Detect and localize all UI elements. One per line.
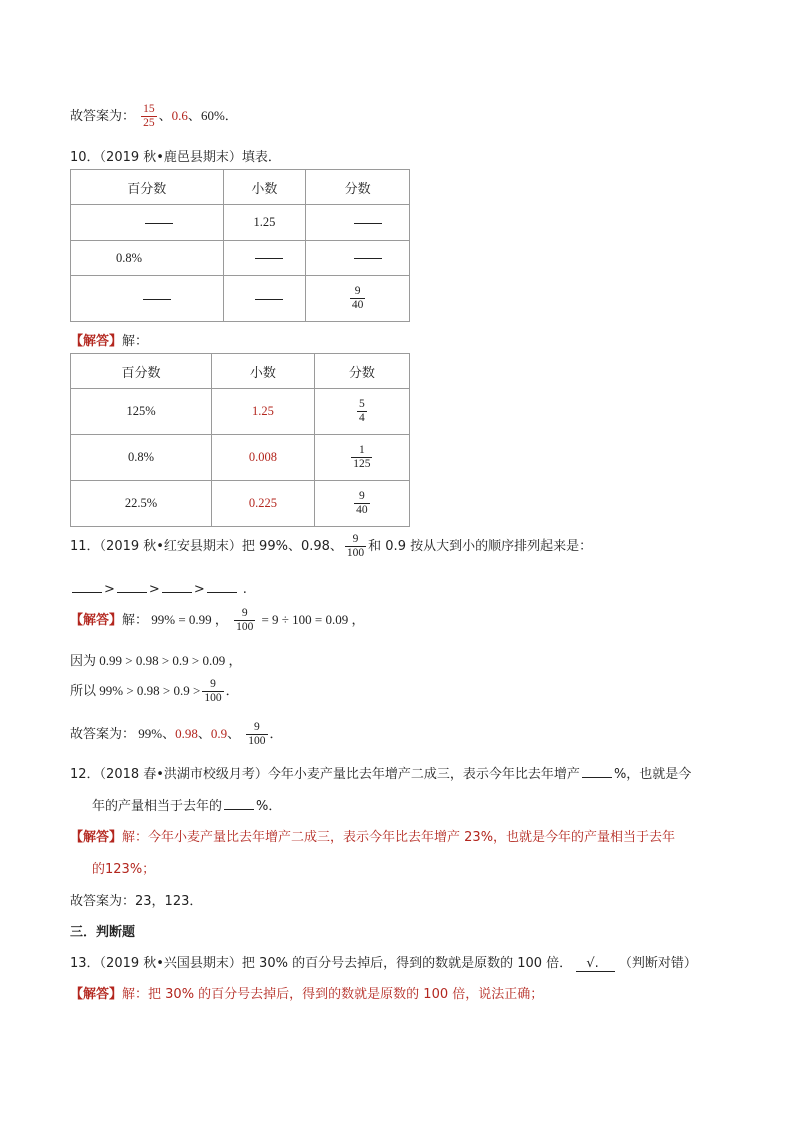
q11-final-answer [70, 717, 283, 752]
q12-stem-line1 [70, 763, 691, 782]
q12-stem-text: 年的产量相当于去年的 [92, 799, 223, 814]
fraction-denominator: 40 [351, 299, 364, 311]
table-cell-blank[interactable] [223, 276, 306, 322]
q10-answer-table [70, 353, 410, 527]
table-cell [306, 276, 410, 322]
final-answer-value: 0.98 [175, 726, 198, 741]
answer-blank[interactable] [117, 580, 147, 593]
q12-stem-line2 [92, 795, 281, 814]
table-cell-blank[interactable] [71, 205, 224, 241]
fraction-numerator: 5 [358, 397, 365, 410]
table-cell: 125% [71, 389, 212, 435]
q9-answer-fraction [141, 103, 157, 130]
period: ． [225, 684, 239, 699]
q10-answer-label [70, 330, 148, 349]
check-mark-icon: √ [586, 956, 595, 971]
table-cell-blank[interactable] [223, 241, 306, 276]
answer-fraction [234, 607, 255, 634]
separator: 、 [158, 109, 172, 124]
q12-final-answer: 故答案为：23，123． [70, 894, 203, 909]
q13-stem [70, 952, 697, 972]
fraction-denominator: 100 [248, 735, 266, 747]
final-answer-prefix: 故答案为： 99% [70, 726, 163, 741]
answer-blank[interactable] [72, 580, 102, 593]
q12-answer-line2: 的123%； [92, 862, 156, 877]
answer-text: 解： 99% = 0.99 ， [122, 612, 228, 627]
q12-stem-text: %，也就是今 [613, 767, 692, 782]
q11-order-blanks [70, 580, 247, 597]
answer-blank[interactable] [207, 580, 237, 593]
answer-text: 解：今年小麦产量比去年增产二成三，表示今年比去年增产 23%，也就是今年的产量相当于去年 [122, 830, 676, 845]
q9-answer-prefix: 故答案为： [70, 109, 136, 124]
fraction-numerator: 15 [143, 102, 155, 115]
table-cell [314, 389, 409, 435]
fraction-denominator: 25 [143, 117, 155, 129]
table-cell: 0.8% [71, 435, 212, 481]
fraction-denominator: 100 [204, 692, 222, 704]
q11-stem-text: 和 0.9 按从大到小的顺序排列起来是： [368, 539, 593, 554]
q10-question-table [70, 169, 410, 322]
answer-blank[interactable] [162, 580, 192, 593]
fraction-numerator: 1 [358, 443, 365, 456]
q11-answer-line [70, 603, 365, 638]
answer-tag: 【解答】 [70, 830, 123, 845]
separator: 、 [162, 727, 176, 742]
period: ． [224, 109, 238, 124]
separator: 、 [227, 727, 241, 742]
q9-answer-value: 60% [200, 108, 225, 123]
q9-answer-line [70, 101, 238, 132]
fraction-denominator: 4 [358, 412, 365, 424]
q11-stem-text: 11．（2019 秋•红安县期末）把 99%、0.98、 [70, 539, 343, 554]
q13-stem-text: （判断对错） [618, 956, 697, 971]
fraction-denominator: 40 [356, 504, 368, 516]
q9-answer-value: 0.6 [171, 108, 188, 123]
table-cell-blank[interactable] [306, 205, 410, 241]
q12-stem-text: 12．（2018 春•洪湖市校级月考）今年小麦产量比去年增产二成三，表示今年比去年增产 [70, 767, 580, 782]
q11-answer-line3 [70, 674, 239, 709]
answer-blank[interactable] [582, 765, 612, 778]
table-fraction [357, 398, 367, 425]
final-answer-fraction [246, 721, 267, 748]
answer-text: 解：把 30% 的百分号去掉后，得到的数就是原数的 100 倍，说法正确； [122, 987, 544, 1002]
fraction-numerator: 9 [241, 606, 248, 619]
fraction-numerator: 9 [358, 489, 365, 502]
q11-answer-line2: 因为 0.99 > 0.98 > 0.9 > 0.09 ， [70, 653, 242, 668]
answer-prefix: 解： [122, 334, 149, 349]
answer-tag: 【解答】 [70, 334, 123, 349]
table-header: 小数 [223, 170, 306, 205]
table-header: 百分数 [71, 170, 224, 205]
table-header: 分数 [314, 354, 409, 389]
separator: 、 [187, 109, 201, 124]
table-cell: 22.5% [71, 481, 212, 527]
q10-stem: 10．（2019 秋•鹿邑县期末）填表． [70, 150, 281, 165]
separator: 、 [197, 727, 211, 742]
table-cell: 0.008 [212, 435, 315, 481]
fraction-denominator: 100 [346, 547, 365, 559]
table-cell: 1.25 [223, 205, 306, 241]
answer-tag: 【解答】 [70, 987, 123, 1002]
table-cell: 0.8% [71, 241, 224, 276]
answer-blank[interactable] [224, 797, 254, 810]
greater-than: > [148, 582, 160, 597]
table-cell-blank[interactable] [306, 241, 410, 276]
answer-text: = 9 ÷ 100 = 0.09 ， [261, 612, 365, 627]
table-cell: 1.25 [212, 389, 315, 435]
table-fraction [350, 285, 366, 312]
final-answer-value: 0.9 [210, 726, 228, 741]
q11-stem [70, 530, 592, 564]
answer-text: 所以 99% > 0.98 > 0.9 > [70, 683, 201, 698]
q11-stem-fraction [345, 533, 366, 560]
answer-tag: 【解答】 [70, 613, 123, 628]
greater-than: > [104, 582, 115, 597]
fraction-numerator: 9 [352, 532, 359, 545]
greater-than: > [193, 582, 205, 597]
table-cell [314, 481, 409, 527]
period: . [594, 956, 599, 971]
table-cell: 0.225 [212, 481, 315, 527]
q13-answer-blank[interactable] [576, 956, 614, 972]
fraction-numerator: 9 [354, 284, 361, 297]
answer-fraction [202, 678, 223, 705]
fraction-denominator: 125 [353, 458, 371, 470]
table-cell-blank[interactable] [71, 276, 224, 322]
q13-stem-text: 13．（2019 秋•兴国县期末）把 30% 的百分号去掉后，得到的数就是原数的 100 倍． [70, 956, 573, 971]
table-header: 小数 [212, 354, 315, 389]
fraction-denominator: 100 [236, 621, 254, 633]
q12-stem-text: %． [256, 799, 282, 814]
table-header: 百分数 [71, 354, 212, 389]
q12-answer-line1 [70, 826, 675, 845]
q13-answer-line [70, 983, 543, 1002]
fraction-numerator: 9 [254, 720, 260, 733]
table-header: 分数 [306, 170, 410, 205]
table-cell [314, 435, 409, 481]
period: . [242, 582, 247, 597]
table-fraction [351, 444, 372, 471]
table-fraction [354, 490, 370, 517]
section-heading: 三．判断题 [70, 925, 136, 940]
fraction-numerator: 9 [210, 677, 216, 690]
period: ． [269, 727, 283, 742]
